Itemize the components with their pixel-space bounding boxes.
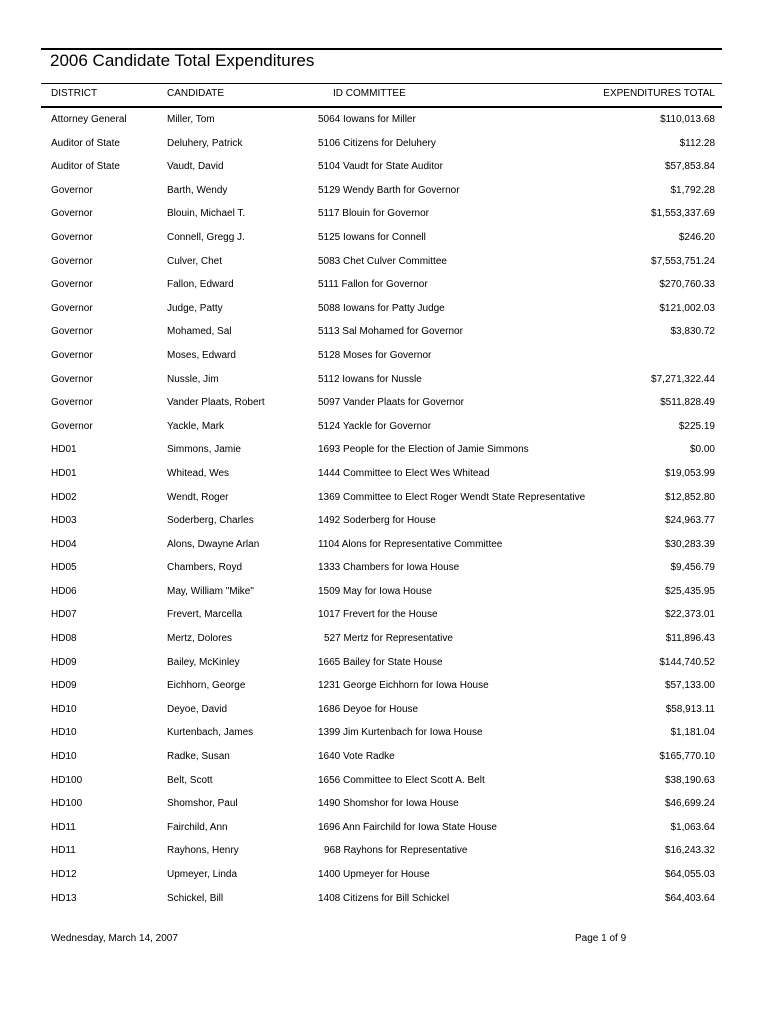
cell-district: Governor [51,349,93,361]
cell-expenditures-total: $270,760.33 [659,279,715,291]
cell-id-committee: 1369 Committee to Elect Roger Wendt State Representative [318,491,586,503]
cell-candidate: Chambers, Royd [167,562,243,574]
cell-candidate: Mohamed, Sal [167,326,232,338]
cell-expenditures-total: $0.00 [689,444,715,456]
table-row [41,674,722,698]
cell-district: HD10 [51,727,77,739]
cell-expenditures-total: $19,053.99 [664,467,715,479]
table-row [41,344,722,368]
table-row [41,556,722,580]
cell-district: HD04 [51,538,77,550]
cell-expenditures-total: $144,740.52 [659,656,715,668]
cell-candidate: Belt, Scott [167,774,213,786]
cell-district: HD06 [51,585,77,597]
cell-candidate: Deluhery, Patrick [167,137,243,149]
header-district: DISTRICT [51,88,98,99]
cell-expenditures-total: $112.28 [679,137,715,149]
table-row [41,533,722,557]
cell-id-committee: 1640 Vote Radke [318,751,395,763]
cell-id-committee: 1509 May for Iowa House [318,585,432,597]
table-row [41,132,722,156]
cell-district: HD11 [51,821,76,833]
cell-expenditures-total: $16,243.32 [664,845,715,857]
cell-id-committee: 5128 Moses for Governor [318,349,432,361]
cell-id-committee: 968 Rayhons for Representative [324,845,468,857]
cell-expenditures-total: $30,283.39 [664,538,715,550]
cell-district: HD100 [51,798,83,810]
cell-expenditures-total: $165,770.10 [659,751,715,763]
cell-expenditures-total: $22,373.01 [664,609,715,621]
cell-candidate: Culver, Chet [167,255,223,267]
cell-candidate: Kurtenbach, James [167,727,254,739]
cell-district: Governor [51,231,93,243]
cell-expenditures-total: $511,828.49 [660,397,715,409]
cell-district: Governor [51,255,93,267]
cell-candidate: Fallon, Edward [167,279,234,291]
cell-expenditures-total: $7,271,322.44 [651,373,715,385]
cell-candidate: Upmeyer, Linda [167,869,238,880]
cell-id-committee: 1231 George Eichhorn for Iowa House [318,680,489,692]
cell-district: Governor [51,302,93,314]
page-footer [41,930,722,948]
cell-candidate: Vander Plaats, Robert [167,397,265,409]
cell-expenditures-total: $24,963.77 [664,515,715,527]
cell-candidate: Judge, Patty [167,302,223,314]
cell-district: Auditor of State [51,161,120,173]
cell-candidate: Alons, Dwayne Arlan [167,538,260,550]
footer-date: Wednesday, March 14, 2007 [51,933,178,944]
cell-id-committee: 527 Mertz for Representative [324,633,453,645]
cell-district: HD10 [51,703,77,715]
cell-candidate: Simmons, Jamie [167,444,241,456]
cell-expenditures-total: $7,553,751.24 [651,255,715,267]
cell-candidate: Radke, Susan [167,751,230,763]
cell-candidate: Mertz, Dolores [167,633,233,645]
cell-candidate: Bailey, McKinley [167,656,240,668]
cell-id-committee: 1017 Frevert for the House [318,609,438,621]
table-header [41,86,722,102]
table-row [41,745,722,769]
table-row [41,816,722,840]
cell-district: Governor [51,208,93,220]
cell-expenditures-total: $3,830.72 [670,326,715,338]
cell-id-committee: 1444 Committee to Elect Wes Whitead [318,467,490,479]
table-row [41,297,722,321]
cell-expenditures-total: $9,456.79 [670,562,715,574]
cell-id-committee: 1686 Deyoe for House [318,703,419,715]
cell-expenditures-total: $1,181.04 [670,727,715,739]
cell-candidate: Yackle, Mark [167,420,225,432]
cell-expenditures-total: $110,013.68 [660,114,715,125]
cell-expenditures-total: $1,063.64 [670,821,715,833]
cell-id-committee: 5125 Iowans for Connell [318,231,426,243]
table-row [41,415,722,439]
cell-district: HD09 [51,680,77,692]
cell-id-committee: 1656 Committee to Elect Scott A. Belt [318,774,485,786]
table-row [41,721,722,745]
table-row [41,202,722,226]
cell-district: HD11 [51,845,76,857]
cell-expenditures-total: $64,403.64 [664,892,715,904]
cell-expenditures-total: $246.20 [678,231,715,243]
cell-district: Governor [51,397,93,409]
cell-id-committee: 1693 People for the Election of Jamie Simmons [318,444,529,456]
cell-candidate: Nussle, Jim [167,373,219,385]
cell-id-committee: 1399 Jim Kurtenbach for Iowa House [318,727,483,739]
table-row [41,486,722,510]
cell-id-committee: 5113 Sal Mohamed for Governor [318,326,463,338]
cell-district: Auditor of State [51,137,120,149]
cell-district: HD07 [51,609,77,621]
cell-district: Governor [51,326,93,338]
header-id-committee: ID COMMITTEE [333,88,406,99]
report-title: 2006 Candidate Total Expenditures [50,51,315,70]
cell-candidate: Rayhons, Henry [167,845,239,857]
cell-id-committee: 1408 Citizens for Bill Schickel [318,892,450,904]
cell-candidate: Deyoe, David [167,703,228,715]
table-row [41,179,722,203]
table-row [41,603,722,627]
table-row [41,698,722,722]
table-row [41,863,722,887]
cell-id-committee: 1665 Bailey for State House [318,656,443,668]
table-body [41,108,722,910]
cell-expenditures-total: $58,913.11 [665,703,715,715]
cell-id-committee: 5112 Iowans for Nussle [318,373,422,385]
cell-id-committee: 1400 Upmeyer for House [318,869,430,880]
cell-id-committee: 5117 Blouin for Governor [318,208,429,220]
cell-expenditures-total: $225.19 [678,420,715,432]
table-row [41,627,722,651]
cell-candidate: Fairchild, Ann [167,821,228,833]
cell-expenditures-total: $121,002.03 [659,302,715,314]
cell-expenditures-total: $57,853.84 [664,161,715,173]
cell-id-committee: 1490 Shomshor for Iowa House [318,798,459,810]
table-row [41,792,722,816]
cell-district: HD08 [51,633,77,645]
table-row [41,462,722,486]
cell-expenditures-total: $38,190.63 [664,774,715,786]
table-row [41,155,722,179]
cell-id-committee: 5097 Vander Plaats for Governor [318,397,465,409]
cell-candidate: Barth, Wendy [167,184,228,196]
cell-id-committee: 5129 Wendy Barth for Governor [318,184,460,196]
cell-id-committee: 5106 Citizens for Deluhery [318,137,436,149]
table-row [41,580,722,604]
header-candidate: CANDIDATE [167,88,225,99]
cell-candidate: Whitead, Wes [167,467,230,479]
cell-candidate: Soderberg, Charles [167,515,254,527]
cell-district: Governor [51,184,93,196]
cell-expenditures-total: $12,852.80 [664,491,715,503]
cell-district: HD09 [51,656,77,668]
cell-candidate: Wendt, Roger [167,491,229,503]
table-row [41,839,722,863]
table-row [41,391,722,415]
cell-candidate: Moses, Edward [167,349,236,361]
cell-district: Governor [51,373,93,385]
cell-district: HD03 [51,515,77,527]
table-row [41,509,722,533]
top-rule [41,48,722,50]
cell-district: Governor [51,420,93,432]
table-row [41,651,722,675]
cell-id-committee: 5111 Fallon for Governor [318,279,428,291]
cell-expenditures-total: $57,133.00 [664,680,715,692]
cell-district: HD01 [51,444,77,456]
table-row [41,108,722,132]
cell-expenditures-total: $25,435.95 [664,585,715,597]
table-row [41,273,722,297]
cell-expenditures-total: $46,699.24 [664,798,715,810]
cell-district: HD05 [51,562,77,574]
cell-candidate: Vaudt, David [167,161,224,173]
cell-candidate: Eichhorn, George [167,680,246,692]
cell-id-committee: 5064 Iowans for Miller [318,114,416,125]
table-row [41,368,722,392]
cell-candidate: Shomshor, Paul [167,798,238,810]
cell-district: HD13 [51,892,77,904]
table-row [41,887,722,911]
cell-district: Attorney General [51,114,127,125]
cell-district: HD10 [51,751,77,763]
cell-district: HD01 [51,467,77,479]
cell-id-committee: 1696 Ann Fairchild for Iowa State House [318,821,497,833]
cell-candidate: Schickel, Bill [167,892,224,904]
cell-district: HD02 [51,491,77,503]
cell-candidate: May, William "Mike" [167,585,254,597]
table-row [41,438,722,462]
cell-id-committee: 5083 Chet Culver Committee [318,255,447,267]
cell-id-committee: 1104 Alons for Representative Committee [318,538,503,550]
header-expenditures-total: EXPENDITURES TOTAL [603,88,715,99]
table-row [41,769,722,793]
cell-expenditures-total: $1,553,337.69 [651,208,715,220]
table-row [41,250,722,274]
cell-id-committee: 5088 Iowans for Patty Judge [318,302,445,314]
cell-id-committee: 1333 Chambers for Iowa House [318,562,460,574]
cell-district: HD100 [51,774,83,786]
cell-district: HD12 [51,869,77,880]
table-row [41,226,722,250]
cell-id-committee: 5104 Vaudt for State Auditor [318,161,443,173]
cell-expenditures-total: $1,792.28 [670,184,715,196]
cell-candidate: Blouin, Michael T. [167,208,246,220]
cell-candidate: Frevert, Marcella [167,609,243,621]
cell-expenditures-total: $11,896.43 [665,633,715,645]
cell-id-committee: 5124 Yackle for Governor [318,420,432,432]
footer-page-number: Page 1 of 9 [575,933,627,944]
cell-candidate: Connell, Gregg J. [167,231,245,243]
table-row [41,320,722,344]
cell-expenditures-total: $64,055.03 [664,869,715,880]
cell-id-committee: 1492 Soderberg for House [318,515,436,527]
header-top-rule [41,83,722,84]
cell-candidate: Miller, Tom [167,114,215,125]
cell-district: Governor [51,279,93,291]
